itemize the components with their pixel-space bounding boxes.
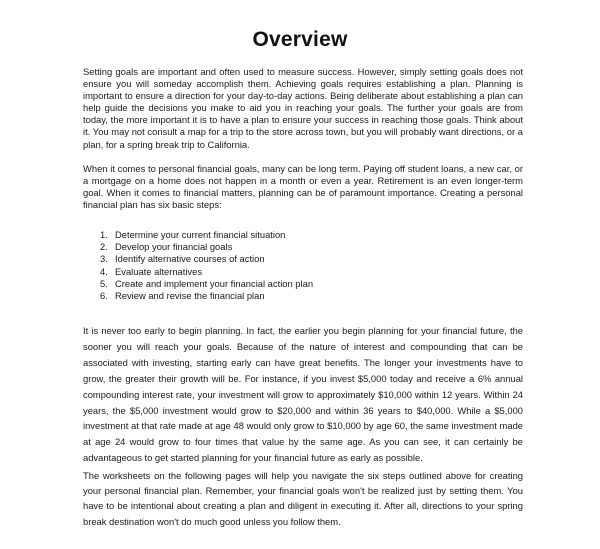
list-item — [100, 253, 313, 265]
paragraph-worksheets: The worksheets on the following pages will help you navigate the six steps outlined above for creating your personal financial plan. Remember, your financial goals won't be realized just by setting them. You have to be intentional about creating a plan and diligent in executing it. After all, directions to your spring break destination won't do much good unless you follow them. — [83, 470, 523, 527]
step-text: Review and revise the financial plan — [115, 290, 265, 302]
step-number: 2. — [100, 241, 108, 253]
step-text: Determine your current financial situation — [115, 229, 286, 240]
page-title: Overview — [252, 28, 348, 51]
list-item — [100, 229, 313, 241]
step-text: Identify alternative courses of action — [115, 253, 265, 265]
list-item — [100, 278, 313, 290]
step-number: 3. — [100, 253, 108, 265]
paragraph-goals-intro: Setting goals are important and often used to measure success. However, simply setting goals does not ensure you will someday accomplish them. Achieving goals requires establishing a plan. Planning is important to ensure a direction for your day-to-day actions. Being deliberate about establishing a plan can help guide the decisions you make to aid you in reaching your goals. The further your goals are from today, the more important it is to have a plan to ensure your success in reaching those goals. Think about it. You may not consult a map for a trip to the store across town, but you will probably want directions, or a plan, for a spring break trip to California. — [83, 66, 523, 150]
planning-steps-list — [100, 229, 313, 302]
list-item — [100, 290, 313, 302]
step-number: 5. — [100, 277, 108, 289]
step-number: 1. — [100, 229, 108, 240]
step-number: 4. — [100, 265, 108, 277]
step-number: 6. — [100, 290, 108, 302]
paragraph-financial-goals: When it comes to personal financial goals, many can be long term. Paying off student loans, a new car, or a mortgage on a home does not happen in a month or even a year. Retirement is an even longer-term goal. When it comes to financial matters, planning can be of paramount importance. Creating a personal financial plan has six basic steps: — [83, 163, 523, 211]
paragraph-start-early: It is never too early to begin planning. In fact, the earlier you begin planning for your financial future, the sooner you will reach your goals. Because of the nature of interest and compounding that can be associated with investing, starting early can have great benefits. The longer your investments have to grow, the greater their growth will be. For instance, if you invest $5,000 today and receive a 6% annual compounding interest rate, your investment will grow to approximately $10,000 within 12 years. Within 24 years, the $5,000 investment would grow to $20,000 and within 36 years to $40,000. While a $5,000 investment at that rate made at age 48 would only grow to $10,000 by age 60, the same investment made at age 24 would grow to four times that value by the same age. As you can see, it can certainly be advantageous to get started planning for your financial future as early as possible. — [83, 325, 523, 464]
list-item — [100, 266, 313, 278]
step-text: Develop your financial goals — [115, 241, 233, 253]
list-item — [100, 241, 313, 253]
step-text: Evaluate alternatives — [115, 265, 203, 277]
step-text: Create and implement your financial action plan — [115, 277, 314, 289]
